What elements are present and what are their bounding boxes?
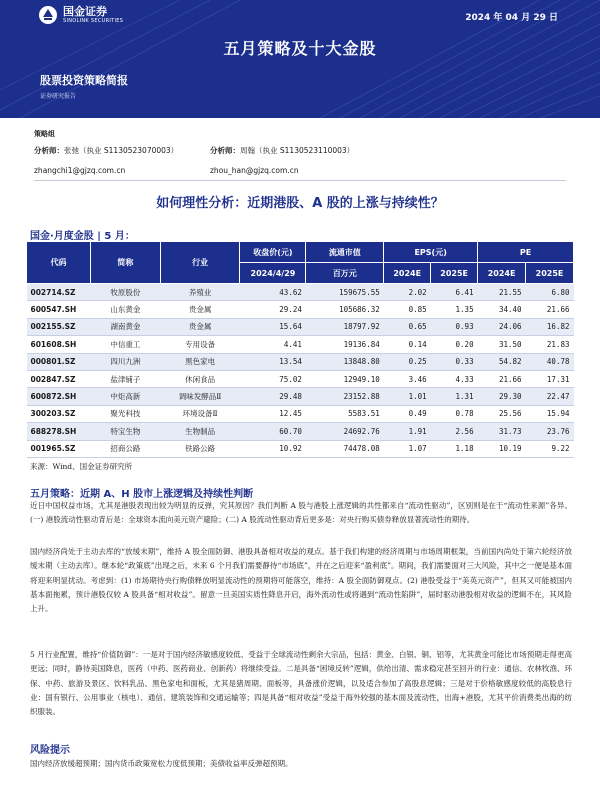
golden-stocks-table	[26, 241, 574, 458]
cell-industry: 休闲食品	[160, 370, 240, 387]
cell-name: 聚光科技	[90, 405, 160, 422]
cell-code: 600547.SH	[27, 301, 91, 318]
logo-text-en: SINOLINK SECURITIES	[63, 18, 124, 24]
col-header-eps-2025: 2025E	[431, 263, 478, 284]
question-title: 如何理性分析：近期港股、A 股的上涨与持续性？	[156, 196, 444, 211]
cell-eps-2025: 0.93	[431, 318, 478, 335]
cell-cap: 74478.08	[306, 440, 384, 457]
cell-cap: 18797.92	[306, 318, 384, 335]
col-header-cap: 流通市值	[306, 242, 384, 263]
col-header-pe-2025: 2025E	[526, 263, 574, 284]
cell-cap: 19136.84	[306, 336, 384, 353]
company-logo	[38, 5, 123, 25]
header-banner	[0, 0, 600, 118]
table-body	[27, 284, 574, 458]
paragraph-1: 近日中国权益市场，尤其是港股表现出较为明显的反弹，究其原因？我们判断 A 股与港股上涨逻辑的共性都来自“流动性驱动”，区别则是在于“流动性来源”各异。(一) 港股流动性驱动背后是：全球资本流向美元资产避险；(二) A 股流动性驱动背后更多是：对央行购买债券释放显著流动性的期待。	[30, 501, 572, 525]
cell-eps-2025: 2.56	[431, 423, 478, 440]
cell-name: 中炬高新	[90, 388, 160, 405]
cell-code: 600872.SH	[27, 388, 91, 405]
cell-close: 60.70	[240, 423, 306, 440]
cell-name: 中信重工	[90, 336, 160, 353]
cell-industry: 黑色家电	[160, 353, 240, 370]
cell-eps-2025: 1.31	[431, 388, 478, 405]
cell-industry: 调味发酵品Ⅱ	[160, 388, 240, 405]
cell-cap: 159675.55	[306, 284, 384, 301]
table-row	[27, 388, 574, 405]
col-header-eps: EPS(元)	[384, 242, 478, 263]
cell-eps-2024: 0.65	[384, 318, 431, 335]
cell-name: 盐津铺子	[90, 370, 160, 387]
analyst-1-email[interactable]: zhangchi1@gjzq.com.cn	[34, 166, 126, 175]
cell-pe-2025: 16.82	[526, 318, 574, 335]
table-row	[27, 370, 574, 387]
cell-cap: 23152.88	[306, 388, 384, 405]
cell-close: 12.45	[240, 405, 306, 422]
analyst-2-email[interactable]: zhou_han@gjzq.com.cn	[210, 166, 299, 175]
cell-pe-2024: 24.06	[478, 318, 526, 335]
cell-close: 13.54	[240, 353, 306, 370]
table-row	[27, 284, 574, 301]
cell-pe-2024: 21.66	[478, 370, 526, 387]
cell-pe-2024: 31.50	[478, 336, 526, 353]
cell-cap: 13848.80	[306, 353, 384, 370]
col-header-close-date: 2024/4/29	[240, 263, 306, 284]
col-header-cap-unit: 百万元	[306, 263, 384, 284]
cell-pe-2024: 29.30	[478, 388, 526, 405]
cell-cap: 105686.32	[306, 301, 384, 318]
cell-cap: 5583.51	[306, 405, 384, 422]
cell-name: 山东黄金	[90, 301, 160, 318]
logo-text-cn: 国金证券	[63, 5, 107, 18]
cell-code: 000801.SZ	[27, 353, 91, 370]
analyst-1-name: 张弛（执业 S1130523070003）	[64, 146, 179, 155]
cell-close: 15.64	[240, 318, 306, 335]
report-title: 五月策略及十大金股	[223, 39, 377, 58]
cell-pe-2025: 23.76	[526, 423, 574, 440]
cell-pe-2024: 31.73	[478, 423, 526, 440]
cell-eps-2024: 2.02	[384, 284, 431, 301]
team-label: 策略组	[34, 130, 55, 138]
cell-cap: 24692.76	[306, 423, 384, 440]
cell-eps-2024: 1.91	[384, 423, 431, 440]
analyst-1-label: 分析师：	[34, 146, 64, 155]
cell-code: 002714.SZ	[27, 284, 91, 301]
cell-name: 四川九洲	[90, 353, 160, 370]
cell-code: 300203.SZ	[27, 405, 91, 422]
cell-pe-2025: 17.31	[526, 370, 574, 387]
cell-industry: 环境设备Ⅱ	[160, 405, 240, 422]
cell-close: 43.62	[240, 284, 306, 301]
cell-close: 29.48	[240, 388, 306, 405]
table-row	[27, 405, 574, 422]
cell-eps-2025: 1.18	[431, 440, 478, 457]
cell-eps-2024: 1.07	[384, 440, 431, 457]
report-category: 证券研究报告	[40, 93, 77, 100]
cell-eps-2024: 1.01	[384, 388, 431, 405]
cell-pe-2024: 25.56	[478, 405, 526, 422]
cell-pe-2025: 40.78	[526, 353, 574, 370]
divider	[34, 180, 566, 181]
table-row	[27, 336, 574, 353]
paragraph-2: 国内经济尚处于主动去库的“放缓末期”，维持 A 股全面防御、港股具备相对收益的观点。基于我们构建的经济周期与市场周期框架，当前国内尚处于第六轮经济放缓末期（主动去库）。继本轮“政策底”出现之后，未来 6 个月我们需要静待“市场底”，并在之后迎来“盈利底”。期间，我们需要面对三大风险，其中之一便是基本面将迎来明显扰动。考虑到：(1) 市场期待央行购债释放明显流动性的预期将可能落空，维持：A 股全面防御观点。(2) 港股受益于“美英元资产”，但其又可能被国内基本面拖累，预计港股仅较 A 股具备“相对收益”。留意一旦美国实质性降息开启，海外流动性或将遇到“流动性陷阱”，届时驱动港股相对收益的逻辑不在，其风险上升。	[30, 547, 572, 614]
cell-eps-2025: 4.33	[431, 370, 478, 387]
cell-eps-2025: 0.20	[431, 336, 478, 353]
report-date: 2024 年 04 月 29 日	[465, 13, 558, 23]
cell-close: 10.92	[240, 440, 306, 457]
cell-eps-2025: 6.41	[431, 284, 478, 301]
col-header-code: 代码	[27, 242, 91, 284]
paragraph-3: 5 月行业配置，维持“价值防御”：一是对于国内经济敏感度较低、受益于全球流动性剩余大宗品，包括：黄金、白银、铜、铝等，尤其黄金可能比市场预期走得更高更远；同时，静待美国降息，医药（中药、医药商业、创新药）将继续受益。二是具备“困境反转”逻辑，供给出清、需求稳定甚至回升的行业：通信、农林牧渔、环保、中药、旅游及景区、饮料乳品、黑色家电和面板，尤其是猪周期、面板等，具备涨价逻辑，以及适合参加了高股息逻辑；三是对于价格敏感度较低的高股息行业：国有银行、公用事业（核电）、通信、建筑装饰和交通运输等；四是具备“相对收益”受益于海外较强的基本面及流动性，出海+港股，尤其平价消费类出海的纺织服装。	[30, 650, 572, 717]
cell-code: 001965.SZ	[27, 440, 91, 457]
report-subtitle: 股票投资策略简报	[40, 74, 128, 87]
cell-eps-2024: 3.46	[384, 370, 431, 387]
cell-pe-2024: 21.55	[478, 284, 526, 301]
cell-code: 688278.SH	[27, 423, 91, 440]
cell-name: 特宝生物	[90, 423, 160, 440]
analyst-2-label: 分析师：	[210, 146, 240, 155]
table-row	[27, 440, 574, 457]
cell-cap: 12949.10	[306, 370, 384, 387]
table-caption: 国金·月度金股 | 5 月：	[30, 231, 135, 242]
table-row	[27, 353, 574, 370]
logo-icon	[38, 5, 58, 25]
cell-industry: 养殖业	[160, 284, 240, 301]
cell-pe-2025: 22.47	[526, 388, 574, 405]
cell-close: 4.41	[240, 336, 306, 353]
cell-close: 75.02	[240, 370, 306, 387]
table-source: 来源：Wind、国金证券研究所	[30, 462, 133, 471]
col-header-industry: 行业	[160, 242, 240, 284]
col-header-pe: PE	[478, 242, 574, 263]
cell-eps-2024: 0.85	[384, 301, 431, 318]
cell-pe-2024: 34.40	[478, 301, 526, 318]
col-header-eps-2024: 2024E	[384, 263, 431, 284]
cell-name: 招商公路	[90, 440, 160, 457]
cell-eps-2025: 0.33	[431, 353, 478, 370]
cell-industry: 贵金属	[160, 301, 240, 318]
cell-eps-2024: 0.25	[384, 353, 431, 370]
table-row	[27, 318, 574, 335]
cell-pe-2025: 9.22	[526, 440, 574, 457]
analyst-1	[34, 145, 178, 156]
cell-eps-2025: 1.35	[431, 301, 478, 318]
section-title-strategy: 五月策略：近期 A、H 股市上涨逻辑及持续性判断	[30, 489, 254, 500]
cell-pe-2025: 6.80	[526, 284, 574, 301]
cell-pe-2025: 21.66	[526, 301, 574, 318]
col-header-pe-2024: 2024E	[478, 263, 526, 284]
cell-industry: 专用设备	[160, 336, 240, 353]
cell-name: 牧原股份	[90, 284, 160, 301]
cell-industry: 贵金属	[160, 318, 240, 335]
cell-code: 002155.SZ	[27, 318, 91, 335]
cell-eps-2024: 0.14	[384, 336, 431, 353]
cell-pe-2024: 54.82	[478, 353, 526, 370]
cell-eps-2024: 0.49	[384, 405, 431, 422]
cell-code: 002847.SZ	[27, 370, 91, 387]
cell-name: 湖南黄金	[90, 318, 160, 335]
cell-pe-2025: 15.94	[526, 405, 574, 422]
cell-eps-2025: 0.78	[431, 405, 478, 422]
table-row	[27, 301, 574, 318]
section-title-risk: 风险提示	[30, 745, 70, 756]
analyst-2-name: 周翰（执业 S1130523110003）	[240, 146, 355, 155]
cell-industry: 生物制品	[160, 423, 240, 440]
cell-industry: 铁路公路	[160, 440, 240, 457]
col-header-close: 收盘价(元)	[240, 242, 306, 263]
risk-paragraph: 国内经济放缓超预期；国内货币政策宽松力度低预期；美债收益率反弹超预期。	[30, 759, 293, 768]
cell-pe-2024: 10.19	[478, 440, 526, 457]
analyst-2	[210, 145, 354, 156]
cell-close: 29.24	[240, 301, 306, 318]
col-header-name: 简称	[90, 242, 160, 284]
table-row	[27, 423, 574, 440]
cell-code: 601608.SH	[27, 336, 91, 353]
cell-pe-2025: 21.83	[526, 336, 574, 353]
